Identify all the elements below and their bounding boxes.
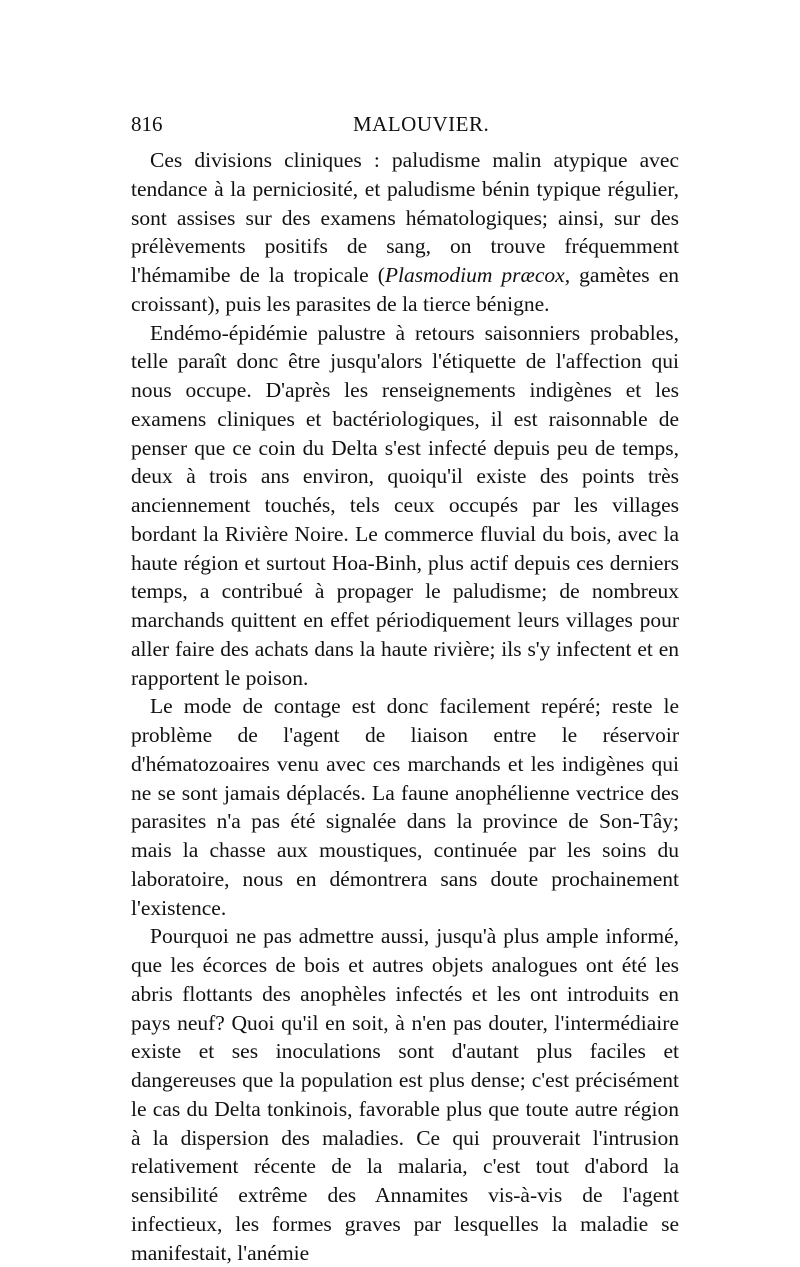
running-head (131, 112, 679, 144)
running-title: MALOUVIER. (353, 112, 490, 136)
paragraph-clinical-divisions (131, 146, 679, 319)
paragraph-contagion-mode: Le mode de contage est donc facilement repéré; reste le problème de l'agent de liaison entre le réservoir d'hématozoaires venu avec ces marchands et les indigènes qui ne se sont jamais déplacés. La faune anophélienne vectrice des parasites n'a pas été signalée dans la province de Son-Tây; mais la chasse aux moustiques, continuée par les soins du laboratoire, nous en démontrera sans doute prochainement l'existence. (131, 694, 679, 920)
paragraph-text: gamètes en croissant), puis les parasites de la tierce bénigne. (131, 263, 679, 316)
body-text (131, 146, 679, 1267)
paragraph-text: Ces divisions cliniques : paludisme malin atypique avec tendance à la perniciosité, et paludisme bénin typique régulier, sont assises sur des examens hématologiques; ainsi, sur des prélèvements positifs de sang, on trouve fréquemment l'hémamibe de la tropicale ( (131, 148, 679, 287)
paragraph-intermediary: Pourquoi ne pas admettre aussi, jusqu'à plus ample informé, que les écorces de bois et autres objets analogues ont été les abris flottants des anophèles infectés et les ont introduits en pays neuf? Quoi qu'il en soit, à n'en pas douter, l'intermédiaire existe et ses inoculations sont d'autant plus faciles et dangereuses que la population est plus dense; c'est précisément le cas du Delta tonkinois, favorable plus que toute autre région à la dispersion des maladies. Ce qui prouverait l'intrusion relativement récente de la malaria, c'est tout d'abord la sensibilité extrême des Annamites vis-à-vis de l'agent infectieux, les formes graves par lesquelles la maladie se manifestait, l'anémie (131, 924, 679, 1265)
italic-species-name: Plasmodium præcox, (384, 263, 571, 287)
page-number: 816 (131, 112, 163, 136)
paragraph-endemo-epidemic: Endémo-épidémie palustre à retours saisonniers probables, telle paraît donc être jusqu'alors l'étiquette de l'affection qui nous occupe. D'après les renseignements indigènes et les examens cliniques et bactériologiques, il est raisonnable de penser que ce coin du Delta s'est infecté depuis peu de temps, deux à trois ans environ, quoiqu'il existe des points très anciennement touchés, tels ceux occupés par les villages bordant la Rivière Noire. Le commerce fluvial du bois, avec la haute région et surtout Hoa-Binh, plus actif depuis ces derniers temps, a contribué à propager le paludisme; de nombreux marchands quittent en effet périodiquement leurs villages pour aller faire des achats dans la haute rivière; ils s'y infectent et en rapportent le poison. (131, 320, 679, 690)
